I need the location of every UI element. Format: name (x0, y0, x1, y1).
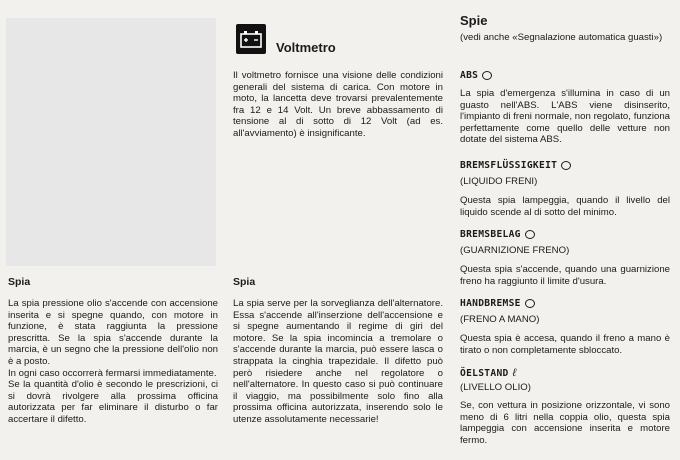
col2-body: La spia serve per la sorveglianza dell'alternatore. Essa s'accende all'inserzione dell'accensione e si spegne aumentando il regime di giri del motore. Se la spia incomincia a tremolare o s'accende durante la marcia, può essere lasca o strappata la cinghia trapezidale. Il difetto può però risiedere anche nel regolatore o nell'alternatore. In questo caso si può continuare il viaggio, ma possibilmente solo fino alla prossima officina autorizzata, inserendo solo le utenze assolutamente necessarie! (233, 298, 443, 425)
brake-fluid-icon (561, 161, 571, 170)
lamp-brake-fluid-header (460, 160, 571, 171)
lamp-handbrake-paren: (FRENO A MANO) (460, 314, 540, 325)
lamp-abs-body: La spia d'emergenza s'illumina in caso di un guasto nell'ABS. L'ABS viene disinserito, l'impianto di freni normale, non regolato, funziona perfettamente come quello delle vetture non dotate del sistema ABS. (460, 88, 670, 146)
brake-pad-icon (525, 230, 535, 239)
lamp-oil-level-paren: (LIVELLO OLIO) (460, 382, 531, 393)
lamp-brake-pad-header (460, 229, 535, 240)
col1-para1: La spia pressione olio s'accende con accensione inserita e si spegne quando, con motore in funzione, è stata raggiunta la pressione prescritta. Se la spia s'accende durante la marcia, è un segno che la pressione dell'olio non è a posto. (8, 298, 218, 367)
lamp-oil-level-body: Se, con vettura in posizione orizzontale, vi sono meno di 6 litri nella coppia olio, questa spia lampeggia con accensione inserita e motore fermo. (460, 400, 670, 446)
lamp-abs-term: ABS (460, 70, 479, 81)
lamp-brake-pad-body: Questa spia s'accende, quando una guarnizione freno ha raggiunto il limite d'usura. (460, 264, 670, 287)
lamp-brake-pad-term: BREMSBELAG (460, 229, 521, 240)
lamps-title: Spie (460, 13, 488, 28)
lamp-brake-fluid-body: Questa spia lampeggia, quando il livello del liquido scende al di sotto del minimo. (460, 195, 670, 218)
lamp-brake-pad-paren: (GUARNIZIONE FRENO) (460, 245, 570, 256)
lamps-subtitle: (vedi anche «Segnalazione automatica guasti») (460, 32, 663, 43)
lamp-abs-header (460, 70, 492, 81)
lamp-brake-fluid-term: BREMSFLÜSSIGKEIT (460, 160, 558, 171)
voltmeter-title: Voltmetro (276, 40, 336, 55)
col1-para3: Se la quantità d'olio è secondo le prescrizioni, ci si dovrà rivolgere alla prossima officina autorizzata per far eliminare il disturbo o far accertare il difetto. (8, 379, 218, 425)
handbrake-icon (525, 299, 535, 308)
col2-heading: Spia (233, 276, 256, 288)
col1-para2: In ogni caso occorrerà fermarsi immediatamente. (8, 367, 217, 379)
lamp-oil-level-term: ÖELSTAND (460, 367, 509, 379)
voltmeter-intro: Il voltmetro fornisce una visione delle condizioni generali del sistema di carica. Con motore in moto, la lancetta deve trovarsi prevalentemente fra 12 e 14 Volt. Un breve abbassamento di tensione al di sotto di 12 Volt (ad es. all'avviamento) è insignificante. (233, 70, 443, 139)
lamp-handbrake-body: Questa spia è accesa, quando il freno a mano è tirato o non completamente sbloccato. (460, 333, 670, 356)
col1-body (8, 298, 218, 426)
battery-icon (236, 24, 266, 54)
lamp-handbrake-header (460, 298, 535, 309)
photo-placeholder (6, 18, 216, 266)
lamp-brake-fluid-paren: (LIQUIDO FRENI) (460, 176, 538, 187)
col1-heading: Spia (8, 276, 31, 288)
abs-warning-icon (482, 71, 492, 80)
lamp-handbrake-term: HANDBREMSE (460, 298, 521, 309)
oil-level-icon: ℓ (512, 367, 517, 379)
lamp-oil-level-header (460, 367, 516, 379)
